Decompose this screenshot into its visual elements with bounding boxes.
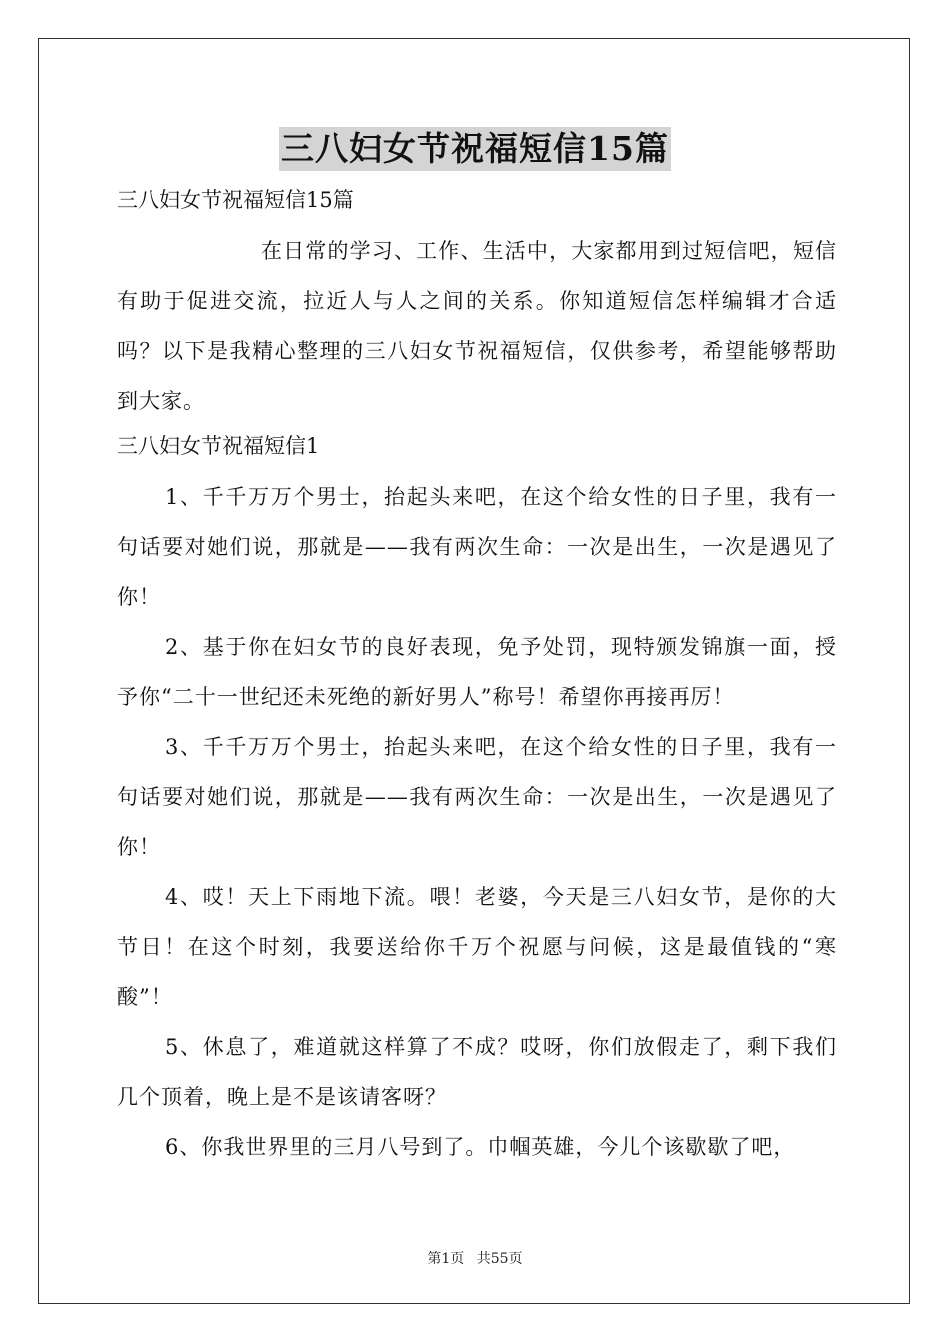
subtitle: 三八妇女节祝福短信15篇	[117, 188, 354, 212]
section-heading: 三八妇女节祝福短信1	[117, 434, 320, 458]
list-item: 5、休息了，难道就这样算了不成？哎呀，你们放假走了，剩下我们几个顶着，晚上是不是该请客呀？	[117, 1035, 837, 1109]
title-area	[0, 127, 950, 171]
intro-paragraph: 在日常的学习、工作、生活中，大家都用到过短信吧，短信有助于促进交流，拉近人与人之间的关系。你知道短信怎样编辑才合适吗？以下是我精心整理的三八妇女节祝福短信，仅供参考，希望能够帮助到大家。	[117, 239, 837, 413]
document-body	[117, 182, 837, 1172]
list-item: 3、千千万万个男士，抬起头来吧，在这个给女性的日子里，我有一句话要对她们说，那就是——我有两次生命：一次是出生，一次是遇见了你！	[117, 735, 837, 859]
list-item: 2、基于你在妇女节的良好表现，免予处罚，现特颁发锦旗一面，授予你“二十一世纪还未死绝的新好男人”称号！希望你再接再厉！	[117, 635, 837, 709]
list-item: 4、哎！天上下雨地下流。喂！老婆，今天是三八妇女节，是你的大节日！在这个时刻，我要送给你千万个祝愿与问候，这是最值钱的“寒酸”！	[117, 885, 837, 1009]
document-title: 三八妇女节祝福短信15篇	[279, 127, 671, 171]
page-footer	[0, 1248, 950, 1268]
list-item: 1、千千万万个男士，抬起头来吧，在这个给女性的日子里，我有一句话要对她们说，那就是——我有两次生命：一次是出生，一次是遇见了你！	[117, 485, 837, 609]
list-item: 6、你我世界里的三月八号到了。巾帼英雄，今儿个该歇歇了吧，	[165, 1135, 796, 1159]
page-number: 第1页	[427, 1251, 465, 1267]
total-pages: 共55页	[476, 1251, 523, 1267]
